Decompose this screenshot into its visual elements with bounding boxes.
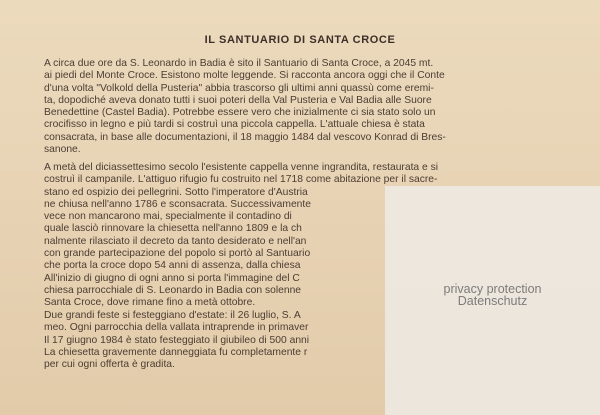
text-line: Due grandi feste si festeggiano d'estate: il 26 luglio, S. A bbox=[44, 310, 301, 321]
text-line: con grande partecipazione del popolo si portò al Santuario bbox=[44, 248, 311, 260]
text-line: nalmente rilasciato il decreto da tanto desiderato e nell'an bbox=[44, 235, 307, 247]
text-line: La chiesetta gravemente danneggiata fu completamente r bbox=[44, 346, 308, 358]
text-line: Benedettine (Castel Badia). Potrebbe essere vero che inizialmente ci sia stato solo un bbox=[44, 107, 436, 119]
text-line: costruì il campanile. L'attiguo rifugio fu costruito nel 1718 come abitazione per il sacre- bbox=[44, 174, 438, 186]
text-line: chiesa parrocchiale di S. Leonardo in Badia con solenne bbox=[44, 284, 302, 296]
text-line: crocifisso in legno e più tardi si costruì una piccola cappella. L'attuale chiesa è stata bbox=[44, 119, 425, 131]
text-line: vece non mancarono mai, specialmente il contadino di bbox=[44, 211, 292, 223]
text-line: per cui ogni offerta è gradita. bbox=[44, 359, 175, 371]
text-line: All'inizio di giugno di ogni anno si porta l'immagine del C bbox=[44, 272, 300, 284]
text-line: d'una volta "Volkold della Pusteria" abbia trascorso gli ultimi anni quassù come eremi- bbox=[44, 82, 434, 94]
privacy-overlay bbox=[385, 186, 600, 415]
text-line: meo. Ogni parrocchia della vallata intraprende in primaver bbox=[44, 322, 309, 334]
text-line: che porta la croce dopo 54 anni di assenza, dalla chiesa bbox=[44, 260, 301, 272]
text-line: Santa Croce, dove rimane fino a metà ottobre. bbox=[44, 297, 256, 309]
text-line: A circa due ore da S. Leonardo in Badia è sito il Santuario di Santa Croce, a 2045 mt. bbox=[44, 58, 434, 69]
text-line: quale lasciò rinnovare la chiesetta nell'anno 1809 e la ch bbox=[44, 223, 302, 235]
document-title: IL SANTUARIO DI SANTA CROCE bbox=[204, 34, 396, 46]
text-line: consacrata, in base alle documentazioni, il 18 maggio 1484 dal vescovo Konrad di Bres- bbox=[44, 131, 446, 143]
paragraph-history bbox=[44, 58, 574, 156]
privacy-label-line2: Datenschutz bbox=[457, 294, 528, 308]
text-line: stano ed ospizio dei pellegrini. Sotto l'imperatore d'Austria bbox=[44, 186, 308, 198]
text-line: ai piedi del Monte Croce. Esistono molte leggende. Si racconta ancora oggi che il Conte bbox=[44, 70, 445, 82]
privacy-label bbox=[385, 283, 600, 307]
text-line: Il 17 giugno 1984 è stato festeggiato il giubileo di 500 anni bbox=[44, 334, 310, 346]
text-line: sanone. bbox=[44, 144, 81, 156]
text-line: ne chiusa nell'anno 1786 e sconsacrata. Successivamente bbox=[44, 198, 311, 210]
text-line: ta, dopodiché aveva donato tutti i suoi poteri della Val Pusteria e Val Badia alle Suore bbox=[44, 94, 432, 106]
privacy-label-line1: privacy protection bbox=[443, 282, 542, 296]
text-line: A metà del diciassettesimo secolo l'esistente cappella venne ingrandita, restaurata e si bbox=[44, 162, 439, 173]
